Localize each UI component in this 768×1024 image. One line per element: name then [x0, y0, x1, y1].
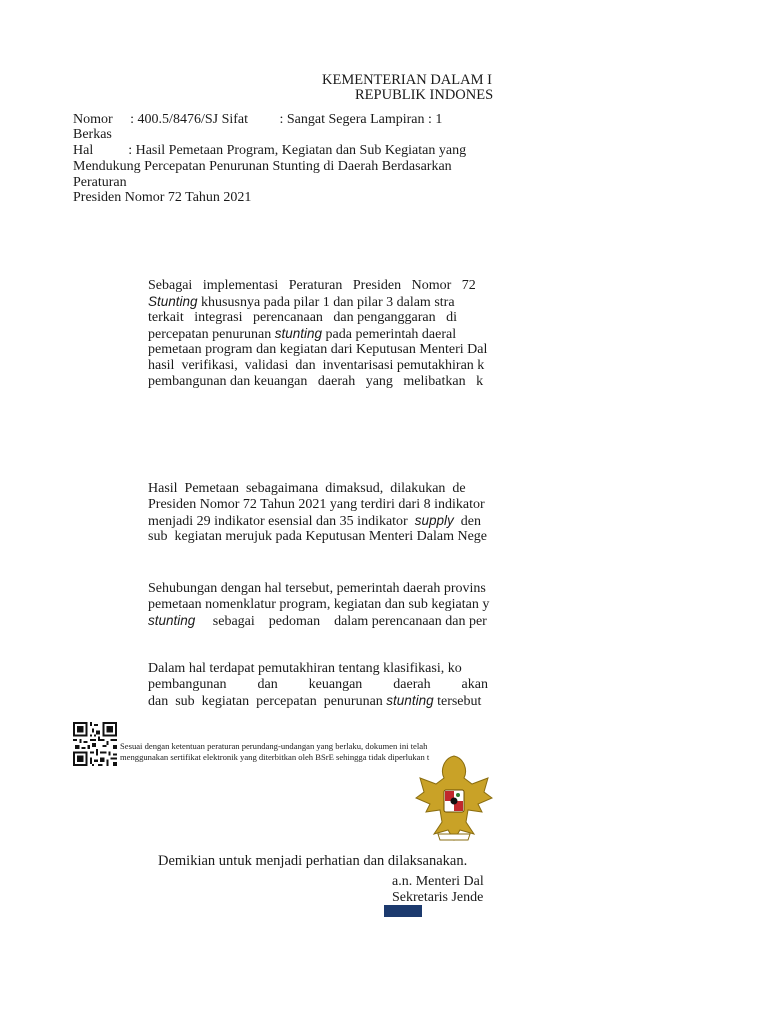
- certificate-note-line1: Sesuai dengan ketentuan peraturan perundang-undangan yang berlaku, dokumen ini telah: [120, 741, 428, 751]
- certificate-note-line2: menggunakan sertifikat elektronik yang diterbitkan oleh BSrE sehingga tidak diperlukan t: [120, 752, 430, 762]
- republic-title: REPUBLIK INDONES: [355, 87, 494, 103]
- meta-peraturan-line: Peraturan: [73, 175, 127, 190]
- meta-nomor-line: Nomor : 400.5/8476/SJ Sifat : Sangat Segera Lampiran : 1: [73, 112, 443, 127]
- bsre-logo-icon: [384, 905, 422, 917]
- meta-berkas-line: Berkas: [73, 127, 112, 142]
- para1-line6: hasil verifikasi, validasi dan inventarisasi pemutakhiran k: [148, 358, 485, 373]
- meta-subject-line: Mendukung Percepatan Penurunan Stunting di Daerah Berdasarkan: [73, 159, 452, 174]
- para3-line1: Sehubungan dengan hal tersebut, pemerintah daerah provins: [148, 581, 486, 596]
- para1-line1: Sebagai implementasi Peraturan Presiden Nomor 72: [148, 278, 476, 293]
- signatory-title: Sekretaris Jende: [392, 890, 484, 905]
- para2-line1: Hasil Pemetaan sebagaimana dimaksud, dilakukan de: [148, 481, 466, 496]
- para1-line7: pembangunan dan keuangan daerah yang melibatkan k: [148, 374, 484, 389]
- para2-line2: Presiden Nomor 72 Tahun 2021 yang terdiri dari 8 indikator: [148, 497, 485, 512]
- meta-hal-line: Hal : Hasil Pemetaan Program, Kegiatan dan Sub Kegiatan yang: [73, 143, 467, 158]
- para1-line4-rest: pada pemerintah daeral: [322, 327, 457, 342]
- para1-line5: pemetaan program dan kegiatan dari Keputusan Menteri Dal: [148, 342, 488, 357]
- para3-line3: [148, 613, 487, 630]
- para3-line2: pemetaan nomenklatur program, kegiatan dan sub kegiatan y: [148, 597, 490, 612]
- signatory-an: a.n. Menteri Dal: [392, 874, 484, 889]
- meta-presiden-line: Presiden Nomor 72 Tahun 2021: [73, 190, 252, 205]
- para3-line3-rest: sebagai pedoman dalam perencanaan dan per: [195, 614, 487, 629]
- para2-italic-supply: supply: [414, 513, 454, 528]
- para1-italic-stunting: Stunting: [148, 294, 198, 309]
- para4-line3-rest: tersebut: [433, 694, 482, 709]
- para4-word-daerah: daerah: [393, 677, 431, 692]
- para4-line2: [148, 677, 488, 693]
- para4-word-pembangunan: pembangunan: [148, 677, 227, 692]
- ministry-title: KEMENTERIAN DALAM I: [322, 72, 492, 88]
- qr-code-icon: [73, 722, 117, 766]
- para2-line3-pre: menjadi 29 indikator esensial dan 35 indikator: [148, 514, 415, 529]
- garuda-emblem-icon: [414, 748, 494, 848]
- para1-line3: terkait integrasi perencanaan dan penganggaran di: [148, 310, 458, 325]
- para1-line2-text: khususnya pada pilar 1 dan pilar 3 dalam stra: [197, 295, 455, 310]
- para1-line4: [148, 326, 456, 343]
- para2-line3: [148, 513, 481, 530]
- para2-line4: sub kegiatan merujuk pada Keputusan Menteri Dalam Nege: [148, 529, 488, 544]
- para2-line3-rest: den: [453, 514, 481, 529]
- para4-line3: [148, 693, 481, 710]
- closing-statement: Demikian untuk menjadi perhatian dan dilaksanakan.: [158, 853, 468, 869]
- para1-italic-stunting-2: stunting: [274, 326, 323, 341]
- para4-word-akan: akan: [461, 677, 488, 692]
- para4-word-dan: dan: [257, 677, 278, 692]
- para3-italic-stunting: stunting: [148, 613, 196, 628]
- para4-italic-stunting: stunting: [386, 693, 434, 708]
- para1-line2: [148, 294, 455, 311]
- para4-line1: Dalam hal terdapat pemutakhiran tentang klasifikasi, ko: [148, 661, 462, 676]
- para1-line4-pre: percepatan penurunan: [148, 327, 275, 342]
- para4-line3-pre: dan sub kegiatan percepatan penurunan: [148, 694, 387, 709]
- para4-word-keuangan: keuangan: [308, 677, 363, 692]
